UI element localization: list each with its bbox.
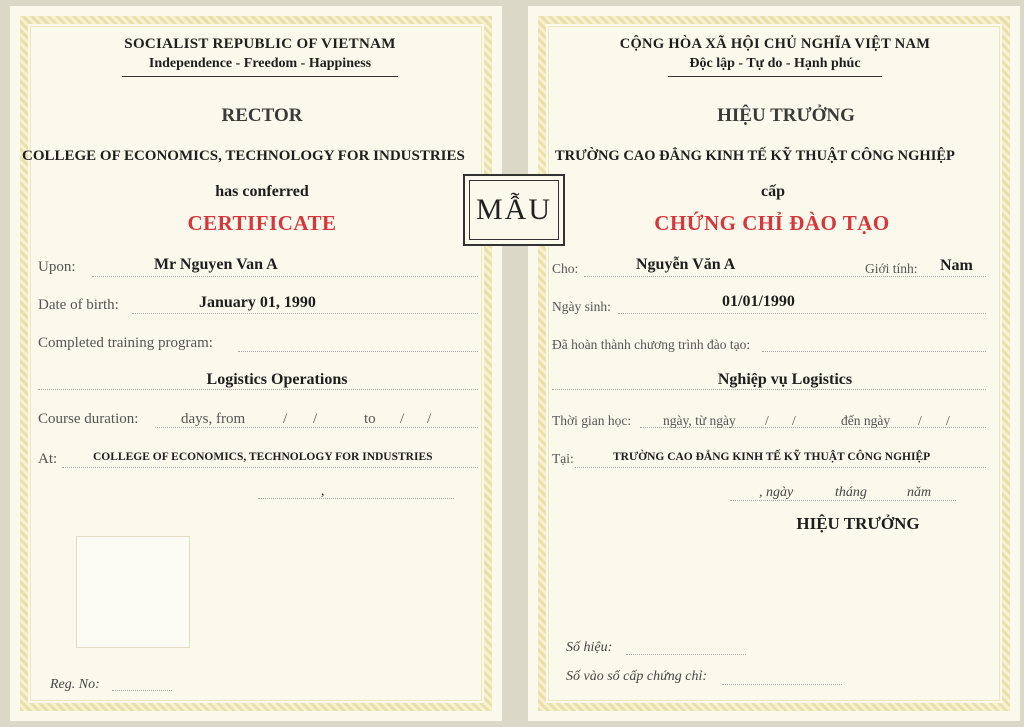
at-value-vi: TRƯỜNG CAO ĐẲNG KINH TẾ KỸ THUẬT CÔNG NGHIỆP (613, 451, 931, 463)
certificate-title: CERTIFICATE (187, 211, 337, 235)
program-label: Completed training program: (38, 335, 213, 351)
duration-days: days, from (181, 411, 246, 427)
certificate-title-vi: CHỨNG CHỈ ĐÀO TẠO (654, 211, 890, 235)
program-value: Logistics Operations (206, 371, 348, 388)
country-name: SOCIALIST REPUBLIC OF VIETNAM (124, 36, 396, 52)
photo-placeholder (76, 536, 190, 648)
gender-label: Giới tính: (865, 261, 918, 276)
duration-days-vi: ngày, từ ngày (663, 413, 736, 428)
recipient-name-vi: Nguyễn Văn A (636, 256, 736, 273)
registry-label: Số vào sổ cấp chứng chỉ: (566, 669, 707, 684)
motto-underline (122, 76, 398, 77)
school-name: COLLEGE OF ECONOMICS, TECHNOLOGY FOR INDUSTRIES (22, 148, 465, 164)
signer-title: HIỆU TRƯỞNG (796, 514, 920, 533)
dob-label-vi: Ngày sinh: (552, 299, 611, 314)
at-value: COLLEGE OF ECONOMICS, TECHNOLOGY FOR INDUSTRIES (93, 451, 433, 463)
sample-stamp-text: MẪU (475, 193, 552, 226)
recipient-name: Mr Nguyen Van A (154, 256, 278, 273)
at-label-vi: Tại: (552, 451, 574, 466)
national-motto: Independence - Freedom - Happiness (148, 56, 372, 71)
dob-label: Date of birth: (38, 297, 119, 313)
date-year-label: năm (907, 485, 932, 500)
country-name-vi: CỘNG HÒA XÃ HỘI CHỦ NGHĨA VIỆT NAM (619, 36, 931, 52)
program-label-vi: Đã hoàn thành chương trình đào tạo: (552, 337, 751, 352)
rector-title-vi: HIỆU TRƯỞNG (717, 105, 855, 126)
duration-label: Course duration: (38, 411, 139, 427)
for-label: Cho: (552, 261, 579, 276)
dob-value-vi: 01/01/1990 (722, 293, 795, 310)
dob-value: January 01, 1990 (199, 294, 316, 311)
sample-stamp (463, 174, 565, 246)
rector-title: RECTOR (221, 105, 303, 126)
national-motto-vi: Độc lập - Tự do - Hạnh phúc (689, 56, 861, 71)
conferred-text-vi: cấp (761, 183, 785, 200)
gender-value: Nam (940, 257, 973, 274)
duration-label-vi: Thời gian học: (552, 413, 632, 428)
conferred-text: has conferred (215, 183, 309, 200)
serial-label: Số hiệu: (566, 640, 613, 655)
at-label: At: (38, 451, 58, 467)
program-value-vi: Nghiệp vụ Logistics (717, 371, 853, 388)
duration-to-vi: đến ngày (841, 413, 891, 428)
motto-underline-vi (668, 76, 882, 77)
duration-to: to (364, 411, 376, 427)
upon-label: Upon: (38, 259, 76, 275)
school-name-vi: TRƯỜNG CAO ĐẲNG KINH TẾ KỸ THUẬT CÔNG NGHIỆP (555, 148, 955, 164)
reg-no-label: Reg. No: (50, 677, 100, 692)
date-month-label: tháng (835, 485, 867, 500)
date-day-label: , ngày (759, 485, 794, 500)
